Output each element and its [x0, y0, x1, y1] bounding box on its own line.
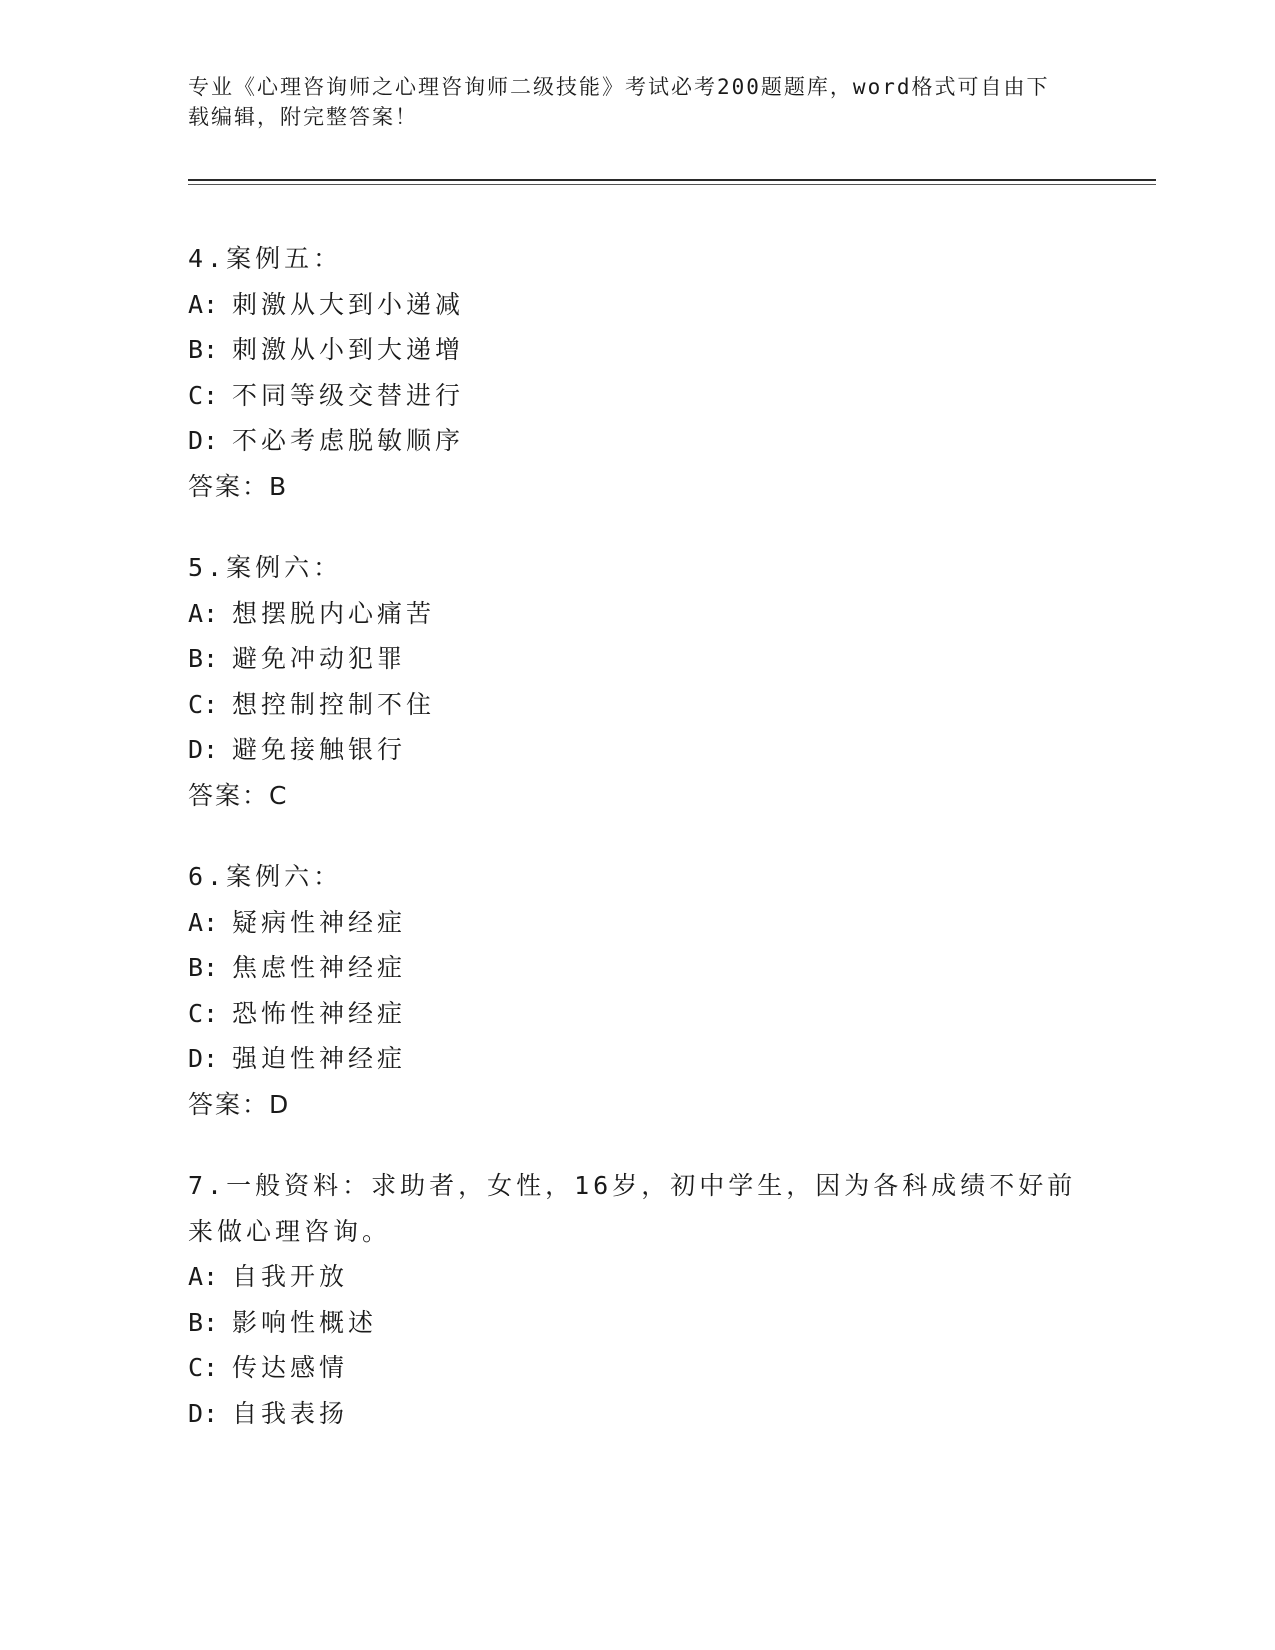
option-b — [188, 1300, 1088, 1346]
option-letter: A: — [188, 289, 219, 319]
option-b — [188, 636, 1088, 682]
option-letter: A: — [188, 907, 219, 937]
option-text: 焦虑性神经症 — [232, 953, 407, 982]
option-letter: D: — [188, 1044, 219, 1073]
question-stem: 7.一般资料：求助者，女性，16岁，初中学生，因为各科成绩不好前来做心理咨询。 — [188, 1171, 1077, 1246]
header-divider — [188, 179, 1156, 181]
option-letter: C: — [188, 380, 219, 410]
option-text: 传达感情 — [232, 1353, 349, 1382]
answer: 答案：D — [188, 1089, 291, 1119]
option-text: 自我开放 — [232, 1262, 349, 1291]
option-b — [188, 945, 1088, 991]
option-letter: C: — [188, 998, 219, 1028]
option-letter: A: — [188, 1262, 219, 1291]
option-text: 自我表扬 — [232, 1398, 349, 1428]
option-letter: D: — [188, 1398, 219, 1428]
option-text: 想摆脱内心痛苦 — [232, 598, 436, 628]
question-stem: 5.案例六： — [188, 553, 343, 582]
option-text: 刺激从大到小递减 — [232, 289, 465, 319]
option-letter: C: — [188, 689, 219, 719]
question-7 — [188, 1163, 1088, 1436]
option-a — [188, 900, 1088, 946]
option-b — [188, 327, 1088, 373]
option-letter: C: — [188, 1353, 219, 1382]
header-divider-secondary — [188, 184, 1156, 185]
header-text: 专业《心理咨询师之心理咨询师二级技能》考试必考200题题库，word格式可自由下载编辑，附完整答案！ — [188, 75, 1050, 129]
option-c — [188, 1345, 1088, 1391]
option-c — [188, 991, 1088, 1037]
option-letter: B: — [188, 335, 219, 364]
option-letter: B: — [188, 953, 219, 982]
option-d — [188, 727, 1088, 773]
option-letter: D: — [188, 735, 219, 764]
option-text: 想控制控制不住 — [232, 689, 436, 719]
option-text: 影响性概述 — [232, 1307, 378, 1337]
option-text: 疑病性神经症 — [232, 907, 407, 937]
document-header — [188, 72, 1068, 132]
option-letter: A: — [188, 598, 219, 628]
option-d — [188, 418, 1088, 464]
answer: 答案：B — [188, 471, 289, 501]
option-d — [188, 1391, 1088, 1437]
option-d — [188, 1036, 1088, 1082]
question-5 — [188, 545, 1088, 818]
question-stem: 6.案例六： — [188, 862, 343, 891]
option-text: 不必考虑脱敏顺序 — [232, 426, 465, 455]
option-text: 避免冲动犯罪 — [232, 644, 407, 673]
option-text: 不同等级交替进行 — [232, 380, 465, 410]
option-a — [188, 1254, 1088, 1300]
question-list — [188, 236, 1088, 1472]
option-text: 恐怖性神经症 — [232, 998, 407, 1028]
answer: 答案：C — [188, 780, 289, 810]
option-letter: B: — [188, 1307, 219, 1337]
option-text: 强迫性神经症 — [232, 1044, 407, 1073]
option-c — [188, 682, 1088, 728]
option-a — [188, 591, 1088, 637]
question-6 — [188, 854, 1088, 1127]
option-a — [188, 282, 1088, 328]
question-4 — [188, 236, 1088, 509]
option-text: 避免接触银行 — [232, 735, 407, 764]
option-letter: D: — [188, 426, 219, 455]
question-stem: 4.案例五： — [188, 244, 343, 273]
option-letter: B: — [188, 644, 219, 673]
option-text: 刺激从小到大递增 — [232, 335, 465, 364]
option-c — [188, 373, 1088, 419]
